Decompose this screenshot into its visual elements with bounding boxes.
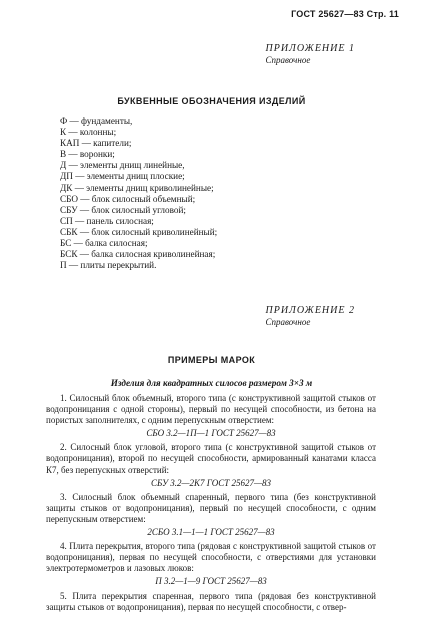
list-item: ДП — элементы днищ плоские; xyxy=(60,171,185,182)
list-item: БС — балка силосная; xyxy=(60,238,148,249)
list-item: СП — панель силосная; xyxy=(60,215,154,226)
appendix-1-title: ПРИЛОЖЕНИЕ 1 xyxy=(265,43,355,54)
designations-list xyxy=(60,116,217,271)
list-item: КАП — капители; xyxy=(60,138,132,149)
example-text: 5. Плита перекрытия спаренная, первого типа (рядовая без конструктивной защиты стыков от водопроницания), первая по несущей способности, с отвер- xyxy=(46,590,376,612)
example-text: 4. Плита перекрытия, второго типа (рядовая с конструктивной защитой стыков от водопроницания), первая по несущей способности, с отверстиями для установки электротермометров и лазовых люков: xyxy=(46,541,376,574)
list-item: Ф — фундаменты, xyxy=(60,116,133,126)
section-2-subtitle: Изделия для квадратных силосов размером 3×3 м xyxy=(110,378,313,388)
examples-list xyxy=(46,393,376,613)
list-item: СБО — блок силосный объемный; xyxy=(60,193,196,204)
appendix-2-title: ПРИЛОЖЕНИЕ 2 xyxy=(265,305,355,316)
section-2-title: ПРИМЕРЫ МАРОК xyxy=(167,355,256,365)
list-item: Д — элементы днищ линейные, xyxy=(60,160,185,171)
section-1-title: БУКВЕННЫЕ ОБОЗНАЧЕНИЯ ИЗДЕЛИЙ xyxy=(117,96,306,106)
list-item: К — колонны; xyxy=(60,127,117,138)
list-item: БСК — балка силосная криволинейная; xyxy=(60,249,216,260)
list-item: СБУ — блок силосный угловой; xyxy=(60,204,186,215)
example-mark: СБУ 3.2—2К7 ГОСТ 25627—83 xyxy=(151,477,271,488)
list-item: П — плиты перекрытий. xyxy=(60,260,157,271)
appendix-1-subtitle: Справочное xyxy=(265,55,311,65)
list-item: В — воронки; xyxy=(60,149,115,160)
example-text: 3. Силосный блок объемный спаренный, первого типа (без конструктивной защиты стыков от водопроницания), первый по несущей способности, с одним перепускным отверстием: xyxy=(46,491,376,524)
appendix-2-subtitle: Справочное xyxy=(265,317,311,327)
page-header: ГОСТ 25627—83 Стр. 11 xyxy=(291,9,399,19)
appendix-1-label xyxy=(266,43,356,65)
appendix-2-label xyxy=(266,305,356,327)
example-text: 2. Силосный блок угловой, второго типа (с конструктивной защитой стыков от водопроницания), второй по несущей способности, армированный канатами класса К7, без перепускных отверстий: xyxy=(46,442,376,475)
list-item: ДК — элементы днищ криволинейные; xyxy=(60,182,214,193)
example-text: 1. Силосный блок объемный, второго типа (с конструктивной защитой стыков от водопроницания с одной стороны), первый по несущей способности, из бетона на пористых заполнителях, с одним перепускным отверстием: xyxy=(46,393,376,426)
list-item: СБК — блок силосный криволинейный; xyxy=(60,226,218,237)
example-mark: П 3.2—1—9 ГОСТ 25627—83 xyxy=(155,576,267,587)
example-mark: СБО 3.2—1П—1 ГОСТ 25627—83 xyxy=(146,428,276,439)
example-mark: 2СБО 3.1—1—1 ГОСТ 25627—83 xyxy=(147,527,275,538)
